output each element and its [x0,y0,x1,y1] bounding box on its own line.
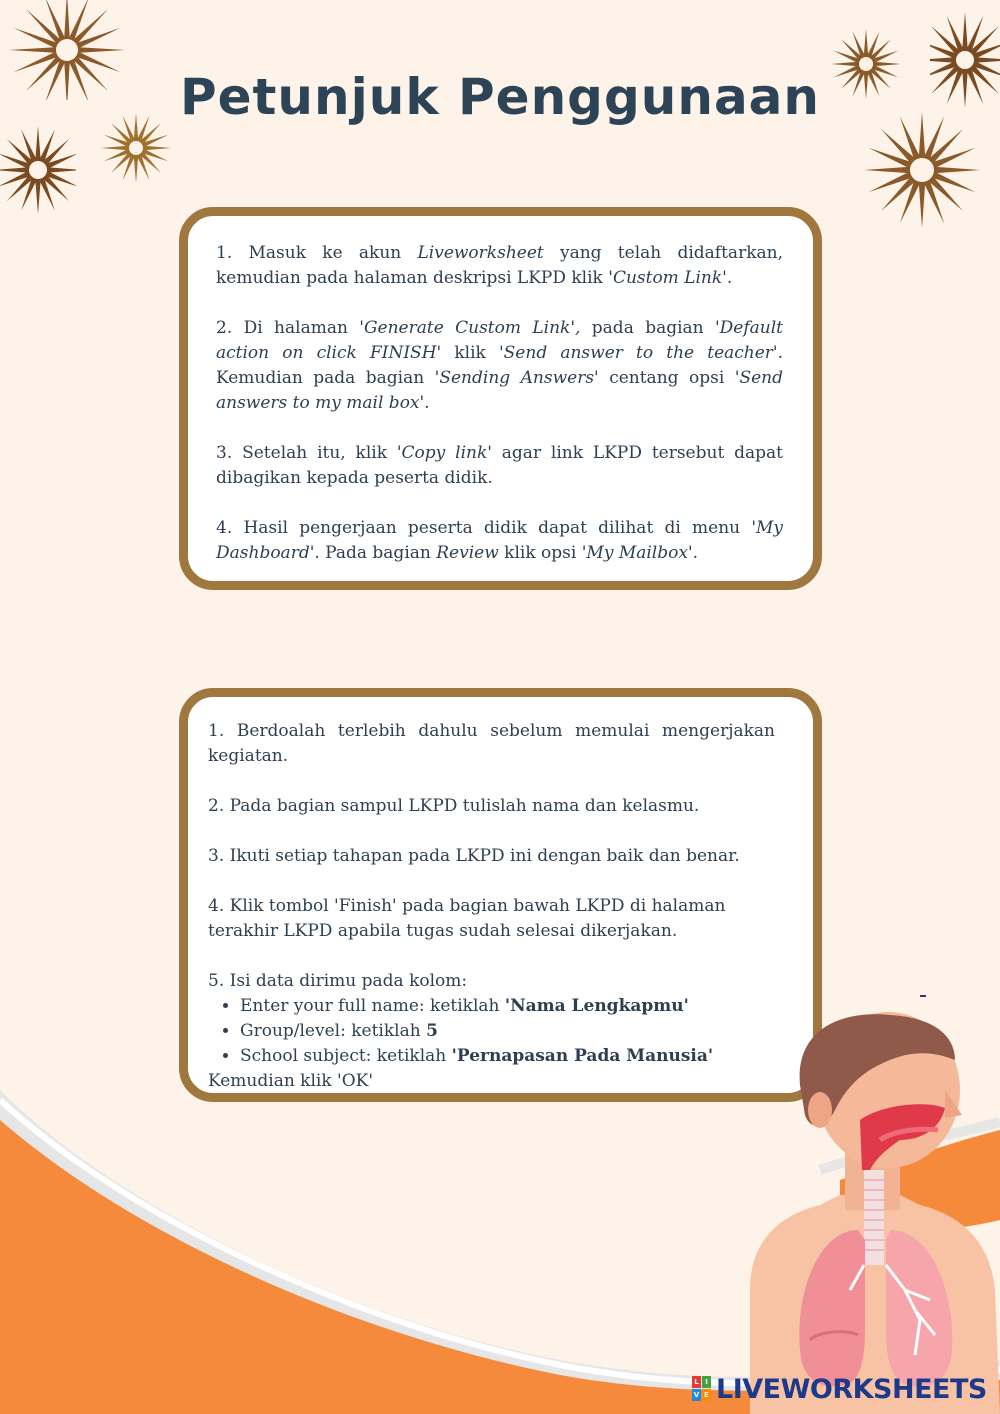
teacher-step: 3. Setelah itu, klik 'Copy link' agar link LKPD tersebut dapat dibagikan kepada peserta didik. [216,443,783,488]
student-instructions-card [179,688,822,1102]
brand-name: LIVEWORKSHEETS [716,1373,987,1405]
student-step: 2. Pada bagian sampul LKPD tulislah nama dan kelasmu. [208,796,700,816]
teacher-step: 4. Hasil pengerjaan peserta didik dapat dilihat di menu 'My Dashboard'. Pada bagian Review klik opsi 'My Mailbox'. [216,518,784,563]
liveworksheets-logo [692,1372,987,1406]
teacher-step: 1. Masuk ke akun Liveworksheet yang telah didaftarkan, kemudian pada halaman deskripsi LKPD klik 'Custom Link'. [216,243,783,288]
student-data-list [208,994,775,1069]
respiratory-system-illustration [740,990,1000,1414]
student-step: 1. Berdoalah terlebih dahulu sebelum memulai mengerjakan kegiatan. [208,721,775,766]
brand-logo-icon: L I V E [692,1376,712,1402]
teacher-instructions-card [179,207,822,590]
student-step: 4. Klik tombol 'Finish' pada bagian bawah LKPD di halaman terakhir LKPD apabila tugas sudah selesai dikerjakan. [208,896,726,941]
teacher-step: 2. Di halaman 'Generate Custom Link', pada bagian 'Default action on click FINISH' klik 'Send answer to the teacher'. Kemudian pada bagian 'Sending Answers' centang opsi 'Send answers to my mail box'. [216,318,783,413]
student-step-closing: Kemudian klik 'OK' [208,1071,374,1091]
page-title: Petunjuk Penggunaan [179,68,821,126]
flower-decoration-icon [0,125,76,215]
student-step: 3. Ikuti setiap tahapan pada LKPD ini dengan baik dan benar. [208,846,740,866]
list-item: • Enter your full name: ketiklah 'Nama Lengkapmu' [240,994,775,1019]
student-step: 5. Isi data dirimu pada kolom: [208,971,468,991]
list-item: • Group/level: ketiklah 5 [240,1019,775,1044]
list-item: • School subject: ketiklah 'Pernapasan Pada Manusia' [240,1044,775,1069]
flower-decoration-icon [862,110,982,230]
